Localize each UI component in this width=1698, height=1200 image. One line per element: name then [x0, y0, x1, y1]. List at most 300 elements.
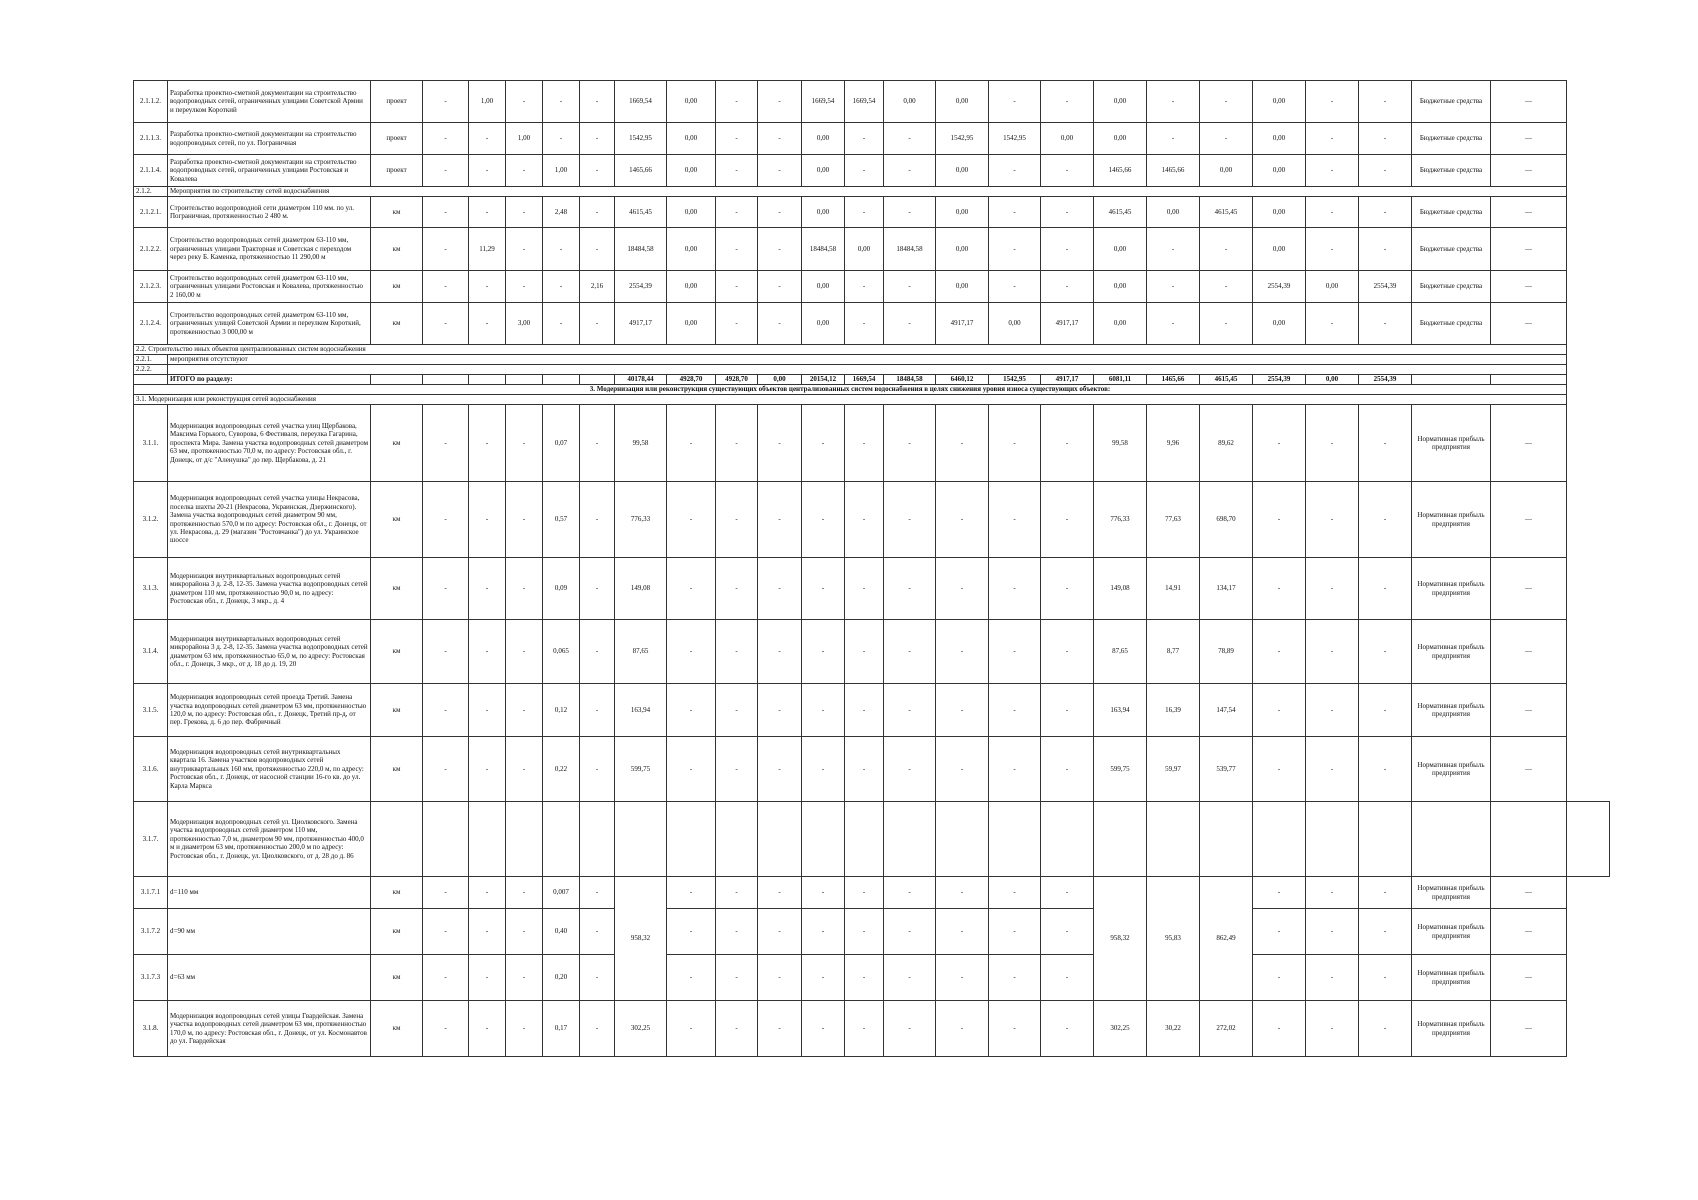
table-cell: -: [543, 271, 580, 303]
table-cell: -: [1041, 81, 1094, 123]
table-cell: -: [989, 620, 1041, 684]
table-cell: 302,25: [615, 1001, 667, 1057]
table-cell: —: [1491, 558, 1567, 620]
table-cell: -: [716, 228, 758, 271]
table-cell: км: [371, 1001, 423, 1057]
table-cell: -: [802, 955, 845, 1001]
table-cell: -: [423, 877, 469, 909]
table-cell: 3.1.2.: [134, 482, 168, 558]
table-cell: 599,75: [615, 737, 667, 802]
table-cell: -: [758, 271, 802, 303]
table-cell: 0,00: [1253, 303, 1306, 345]
table-cell: -: [845, 303, 884, 345]
table-cell: -: [1200, 271, 1253, 303]
table-cell: -: [667, 737, 716, 802]
table-cell: —: [1491, 955, 1567, 1001]
table-cell: -: [580, 228, 615, 271]
table-cell: -: [758, 684, 802, 737]
table-cell: [1253, 802, 1306, 877]
table-cell: -: [845, 197, 884, 228]
table-cell: -: [469, 271, 506, 303]
table-cell: -: [506, 482, 543, 558]
table-cell: -: [716, 155, 758, 187]
table-cell: -: [989, 684, 1041, 737]
table-cell: 3.1.7.1: [134, 877, 168, 909]
table-cell: 0,00: [1041, 123, 1094, 155]
total-cell: 1542,95: [989, 375, 1041, 385]
table-cell: 302,25: [1094, 1001, 1147, 1057]
table-cell: 1669,54: [845, 81, 884, 123]
table-cell: -: [758, 877, 802, 909]
table-cell: 0,00: [1094, 228, 1147, 271]
table-cell: -: [802, 909, 845, 955]
table-cell: -: [884, 558, 936, 620]
table-cell: -: [845, 155, 884, 187]
table-cell: -: [758, 228, 802, 271]
table-cell: —: [1491, 620, 1567, 684]
table-cell: -: [423, 620, 469, 684]
table-cell: [1094, 802, 1147, 877]
table-cell: 149,08: [1094, 558, 1147, 620]
table-cell: -: [936, 877, 989, 909]
table-cell: -: [758, 955, 802, 1001]
table-cell: Бюджетные средства: [1412, 271, 1491, 303]
table-cell: -: [989, 81, 1041, 123]
table-cell: -: [802, 558, 845, 620]
table-cell: Нормативная прибыль предприятия: [1412, 558, 1491, 620]
total-cell: [134, 375, 168, 385]
table-cell: -: [884, 955, 936, 1001]
table-cell: 1542,95: [615, 123, 667, 155]
table-cell: 0,00: [802, 303, 845, 345]
table-cell: [1567, 802, 1610, 877]
table-cell: 2.1.2.4.: [134, 303, 168, 345]
total-cell: 18484,58: [884, 375, 936, 385]
table-cell: -: [1253, 909, 1306, 955]
table-cell: 1465,66: [1094, 155, 1147, 187]
table-cell: -: [716, 877, 758, 909]
table-cell: -: [802, 737, 845, 802]
table-cell: -: [469, 405, 506, 482]
table-row: [134, 802, 1610, 877]
table-cell: 0,00: [1200, 155, 1253, 187]
table-cell: -: [1359, 620, 1412, 684]
table-cell: проект: [371, 81, 423, 123]
table-cell: 1465,66: [615, 155, 667, 187]
table-cell: -: [580, 737, 615, 802]
table-cell: 0,00: [667, 271, 716, 303]
total-cell: 4615,45: [1200, 375, 1253, 385]
table-cell: 1542,95: [936, 123, 989, 155]
table-cell: -: [1041, 228, 1094, 271]
table-cell: [1491, 802, 1567, 877]
table-cell: -: [1041, 1001, 1094, 1057]
table-cell: -: [845, 558, 884, 620]
table-cell: -: [989, 482, 1041, 558]
table-cell: 0,00: [936, 155, 989, 187]
table-cell: -: [1359, 123, 1412, 155]
table-cell: 163,94: [615, 684, 667, 737]
table-cell: Бюджетные средства: [1412, 81, 1491, 123]
table-cell: -: [1253, 955, 1306, 1001]
table-cell: 0,09: [543, 558, 580, 620]
table-cell: -: [936, 909, 989, 955]
table-cell: -: [506, 558, 543, 620]
table-cell: -: [884, 1001, 936, 1057]
table-cell: -: [758, 620, 802, 684]
table-cell: -: [716, 909, 758, 955]
total-cell: 1669,54: [845, 375, 884, 385]
table-cell: 2554,39: [1253, 271, 1306, 303]
table-cell: 18484,58: [615, 228, 667, 271]
table-cell: [543, 802, 580, 877]
table-cell: -: [936, 684, 989, 737]
table-cell: 14,91: [1147, 558, 1200, 620]
table-cell: -: [716, 271, 758, 303]
table-row: [134, 385, 1610, 395]
table-cell: -: [989, 909, 1041, 955]
table-cell: 18484,58: [884, 228, 936, 271]
table-cell: км: [371, 684, 423, 737]
table-cell: -: [845, 620, 884, 684]
table-cell: -: [845, 909, 884, 955]
table-cell: [1041, 802, 1094, 877]
table-cell: 0,00: [667, 303, 716, 345]
table-cell: -: [423, 81, 469, 123]
description-cell: Модернизация внутриквартальных водопроводных сетей микрорайона 3 д. 2-8, 12-35. Замена участка водопроводных сетей диаметром 110 мм, протяженностью 90,0 м, по адресу: Ростовская обл., г. Донецк, 3 мкр., д. 4: [168, 558, 371, 620]
table-cell: -: [716, 197, 758, 228]
table-cell: -: [506, 909, 543, 955]
table-cell: -: [1359, 1001, 1412, 1057]
table-cell: -: [580, 955, 615, 1001]
table-row: [134, 345, 1610, 355]
table-cell: Нормативная прибыль предприятия: [1412, 620, 1491, 684]
table-cell: Бюджетные средства: [1412, 197, 1491, 228]
table-cell: 2.1.2.2.: [134, 228, 168, 271]
table-cell: 1669,54: [615, 81, 667, 123]
table-cell: -: [1359, 81, 1412, 123]
table-cell: [506, 802, 543, 877]
description-cell: Модернизация внутриквартальных водопроводных сетей микрорайона 3 д. 2-8, 12-35. Замена участка водопроводных сетей диаметром 63 мм, протяженностью 65,0 м, по адресу: Ростовская обл., г. Донецк, 3 мкр., от д. 18 до д. 19, 20: [168, 620, 371, 684]
table-cell: -: [580, 877, 615, 909]
table-cell: -: [1147, 303, 1200, 345]
table-cell: 16,39: [1147, 684, 1200, 737]
table-cell: 149,08: [615, 558, 667, 620]
table-cell: -: [1306, 737, 1359, 802]
table-cell: -: [884, 877, 936, 909]
table-cell: [667, 802, 716, 877]
table-cell: -: [1306, 123, 1359, 155]
table-cell: -: [1359, 737, 1412, 802]
table-cell: -: [802, 405, 845, 482]
table-cell: -: [506, 228, 543, 271]
table-cell: -: [989, 558, 1041, 620]
table-cell: -: [1306, 405, 1359, 482]
table-cell: -: [506, 955, 543, 1001]
table-cell: -: [716, 558, 758, 620]
table-cell: -: [989, 197, 1041, 228]
table-cell: км: [371, 955, 423, 1001]
table-cell: -: [506, 271, 543, 303]
table-cell: проект: [371, 155, 423, 187]
table-cell: -: [845, 955, 884, 1001]
table-cell: -: [802, 620, 845, 684]
table-cell: -: [936, 405, 989, 482]
table-cell: —: [1491, 877, 1567, 909]
table-cell: 2.1.1.3.: [134, 123, 168, 155]
table-cell: 30,22: [1147, 1001, 1200, 1057]
table-cell: 0,065: [543, 620, 580, 684]
table-cell: 3.1.5.: [134, 684, 168, 737]
table-cell: 0,40: [543, 909, 580, 955]
description-cell: d=63 мм: [168, 955, 371, 1001]
table-cell: -: [884, 620, 936, 684]
total-cell: 4928,70: [667, 375, 716, 385]
table-cell: -: [423, 684, 469, 737]
table-cell: -: [1306, 684, 1359, 737]
table-cell: -: [884, 155, 936, 187]
table-cell: -: [667, 955, 716, 1001]
table-cell: 0,00: [802, 197, 845, 228]
table-cell: 0,00: [1147, 197, 1200, 228]
description-cell: Модернизация водопроводных сетей участка улиц Щербакова, Максима Горького, Суворова, 6 Фестиваля, переулка Гагарина, проспекта Мира. Замена участка водопроводных сетей диаметром 63 мм, протяженностью 70,0 м, по адресу: Ростовская обл., г. Донецк, от д/с "Аленушка" до пер. Щербакова, д. 21: [168, 405, 371, 482]
table-cell: -: [1253, 877, 1306, 909]
table-cell: -: [423, 123, 469, 155]
table-cell: -: [1359, 877, 1412, 909]
table-cell: -: [423, 909, 469, 955]
table-cell: -: [884, 482, 936, 558]
table-cell: [884, 802, 936, 877]
table-cell: -: [1253, 737, 1306, 802]
table-cell: -: [884, 303, 936, 345]
table-cell: —: [1491, 684, 1567, 737]
table-cell: 776,33: [615, 482, 667, 558]
table-cell: -: [1041, 955, 1094, 1001]
table-cell: -: [758, 303, 802, 345]
table-cell: -: [580, 684, 615, 737]
table-cell: -: [1041, 155, 1094, 187]
table-cell: -: [989, 877, 1041, 909]
table-cell: -: [802, 482, 845, 558]
table-cell: [936, 802, 989, 877]
table-cell: 3.1.3.: [134, 558, 168, 620]
total-cell: 20154,12: [802, 375, 845, 385]
table-cell: 2.1.2.3.: [134, 271, 168, 303]
table-cell: 11,29: [469, 228, 506, 271]
table-cell: 0,00: [667, 228, 716, 271]
table-cell: -: [1306, 620, 1359, 684]
table-cell: 9,96: [1147, 405, 1200, 482]
table-cell: 0,17: [543, 1001, 580, 1057]
table-cell: 3.1.6.: [134, 737, 168, 802]
table-cell: 4917,17: [1041, 303, 1094, 345]
table-cell: -: [1306, 155, 1359, 187]
table-cell: -: [1147, 271, 1200, 303]
description-cell: Разработка проектно-сметной документации на строительство водопроводных сетей, по ул. Пограничная: [168, 123, 371, 155]
total-cell: [580, 375, 615, 385]
table-cell: 0,00: [1253, 197, 1306, 228]
description-cell: Разработка проектно-сметной документации на строительство водопроводных сетей, ограниченных улицами Советской Армии и переулком Короткий: [168, 81, 371, 123]
total-cell: 6460,12: [936, 375, 989, 385]
table-cell: -: [1200, 123, 1253, 155]
table-cell: км: [371, 737, 423, 802]
table-cell: -: [580, 81, 615, 123]
table-cell: -: [1041, 482, 1094, 558]
table-cell: 3.1.4.: [134, 620, 168, 684]
table-cell: -: [716, 737, 758, 802]
part-heading: 3. Модернизация или реконструкция существующих объектов централизованных систем водоснабжения в целях снижения уровня износа существующих объектов:: [134, 385, 1567, 395]
table-cell: -: [989, 955, 1041, 1001]
investment-program-table: [133, 80, 1610, 1057]
table-cell: 0,12: [543, 684, 580, 737]
table-cell: -: [1359, 405, 1412, 482]
table-cell: 3,00: [506, 303, 543, 345]
table-cell: -: [1306, 877, 1359, 909]
table-row: [134, 909, 1610, 955]
row-label-cell: мероприятия отсутствуют: [168, 355, 1567, 365]
table-cell: -: [667, 558, 716, 620]
table-cell: -: [1306, 1001, 1359, 1057]
table-cell: —: [1491, 405, 1567, 482]
table-cell: 0,00: [936, 228, 989, 271]
total-cell: [1491, 375, 1567, 385]
table-cell: 99,58: [1094, 405, 1147, 482]
total-cell: 2554,39: [1359, 375, 1412, 385]
table-cell: -: [423, 155, 469, 187]
table-cell: 8,77: [1147, 620, 1200, 684]
table-cell: -: [1359, 155, 1412, 187]
table-cell: 0,57: [543, 482, 580, 558]
table-cell: -: [469, 123, 506, 155]
table-cell: -: [543, 81, 580, 123]
section-heading: 3.1. Модернизация или реконструкция сетей водоснабжения: [134, 395, 1567, 405]
total-cell: 0,00: [758, 375, 802, 385]
table-cell: 599,75: [1094, 737, 1147, 802]
table-cell: проект: [371, 123, 423, 155]
table-cell: Нормативная прибыль предприятия: [1412, 955, 1491, 1001]
table-cell: -: [423, 482, 469, 558]
table-row: [134, 877, 1610, 909]
table-cell: -: [580, 482, 615, 558]
table-cell: -: [845, 684, 884, 737]
table-cell: -: [989, 737, 1041, 802]
table-cell: 0,00: [667, 155, 716, 187]
table-cell: 0,00: [884, 81, 936, 123]
table-cell: -: [884, 909, 936, 955]
table-row: [134, 955, 1610, 1001]
table-cell: -: [580, 197, 615, 228]
table-cell: -: [423, 197, 469, 228]
table-cell: -: [845, 123, 884, 155]
row-code-cell: 2.2.2.: [134, 365, 168, 375]
table-cell: -: [936, 558, 989, 620]
total-cell: 1465,66: [1147, 375, 1200, 385]
table-cell: 0,00: [989, 303, 1041, 345]
table-cell: -: [716, 620, 758, 684]
table-cell: 0,07: [543, 405, 580, 482]
total-cell: [1412, 375, 1491, 385]
table-cell: -: [469, 482, 506, 558]
table-row: [134, 620, 1610, 684]
table-cell: -: [716, 1001, 758, 1057]
table-cell: -: [716, 81, 758, 123]
table-cell: -: [580, 620, 615, 684]
table-cell: -: [506, 737, 543, 802]
table-cell: -: [1041, 405, 1094, 482]
total-cell: 2554,39: [1253, 375, 1306, 385]
table-cell: -: [989, 1001, 1041, 1057]
table-cell: -: [469, 197, 506, 228]
table-cell: [845, 802, 884, 877]
table-cell: -: [884, 405, 936, 482]
table-cell: -: [423, 228, 469, 271]
table-cell: 0,00: [1253, 123, 1306, 155]
table-cell: -: [1306, 909, 1359, 955]
table-cell: -: [758, 909, 802, 955]
table-cell: [716, 802, 758, 877]
table-cell: -: [716, 405, 758, 482]
table-cell: -: [423, 1001, 469, 1057]
table-cell: -: [506, 1001, 543, 1057]
table-cell: -: [1041, 197, 1094, 228]
table-cell: -: [580, 303, 615, 345]
table-cell: км: [371, 271, 423, 303]
table-cell: -: [667, 620, 716, 684]
table-cell: км: [371, 909, 423, 955]
table-cell: 1,00: [506, 123, 543, 155]
table-cell: 3.1.7.2: [134, 909, 168, 955]
table-cell: -: [884, 123, 936, 155]
table-cell: [1306, 802, 1359, 877]
table-cell: км: [371, 482, 423, 558]
table-cell: -: [884, 737, 936, 802]
section-heading: 2.2. Строительство иных объектов централизованных систем водоснабжения: [134, 345, 1567, 355]
table-cell: 87,65: [615, 620, 667, 684]
table-cell: 698,70: [1200, 482, 1253, 558]
table-cell: -: [1359, 909, 1412, 955]
table-cell: км: [371, 405, 423, 482]
table-cell: —: [1491, 123, 1567, 155]
table-cell: 4615,45: [615, 197, 667, 228]
table-row: [134, 81, 1610, 123]
table-cell: —: [1491, 271, 1567, 303]
table-cell: 0,00: [802, 155, 845, 187]
description-cell: d=90 мм: [168, 909, 371, 955]
table-cell: -: [469, 1001, 506, 1057]
table-cell: 0,00: [802, 123, 845, 155]
table-row: [134, 684, 1610, 737]
table-cell: -: [1359, 197, 1412, 228]
table-cell: км: [371, 303, 423, 345]
table-cell: 0,00: [1306, 271, 1359, 303]
table-cell: -: [580, 909, 615, 955]
table-cell: 4917,17: [615, 303, 667, 345]
table-cell: -: [506, 877, 543, 909]
table-cell: 4615,45: [1200, 197, 1253, 228]
table-row: [134, 187, 1610, 197]
table-cell: -: [1253, 558, 1306, 620]
total-cell: [543, 375, 580, 385]
table-cell: -: [758, 155, 802, 187]
table-cell: —: [1491, 81, 1567, 123]
table-cell: -: [758, 482, 802, 558]
table-row: [134, 395, 1610, 405]
table-cell: [802, 802, 845, 877]
total-cell: [506, 375, 543, 385]
table-cell: 0,00: [936, 197, 989, 228]
table-cell: -: [423, 558, 469, 620]
table-cell: км: [371, 558, 423, 620]
